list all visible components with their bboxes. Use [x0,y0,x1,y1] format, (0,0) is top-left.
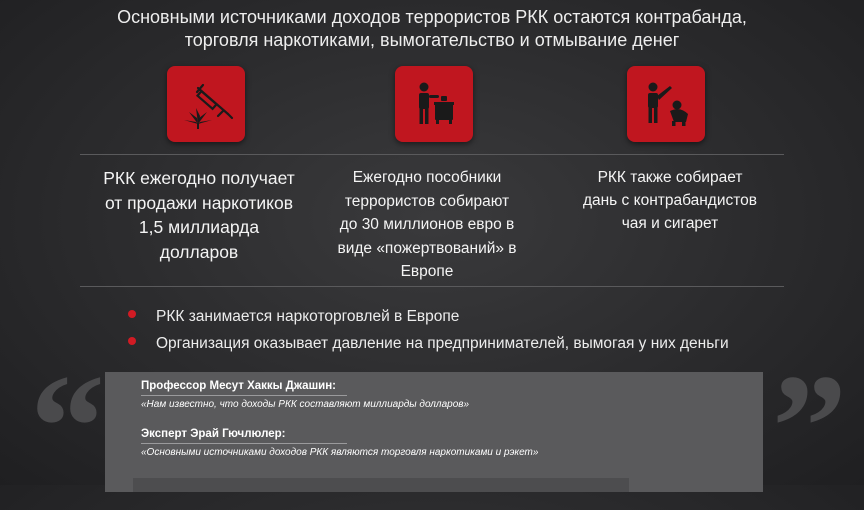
stat-smuggling-tribute [560,166,780,235]
quote-text: «Нам известно, что доходы РКК составляют миллиарды долларов» [141,399,470,410]
bullet-list [128,303,828,357]
stat-line: от продажи наркотиков [104,192,294,213]
extortion-icon [636,74,696,134]
stat-line: чая и сигарет [621,215,719,232]
stat-line: РКК ежегодно получает [103,168,295,188]
bullet-dot-icon [128,337,136,345]
bullet-text: Организация оказывает давление на предпринимателей, вымогая у них деньги [156,335,729,352]
bullet-dot-icon [128,310,136,318]
stat-line: Ежегодно пособники [352,169,502,186]
stat-donations [318,166,536,284]
stat-line: виде «пожертвований» в [337,239,517,257]
drugs-syringe-icon [176,74,236,134]
stat-line: долларов [159,241,239,262]
stat-drug-income [92,166,306,264]
headline [60,6,804,52]
stat-line: террористов собирают [344,192,510,210]
speaker-underline [141,443,347,444]
quote-text: «Основными источниками доходов РКК являются торговля наркотиками и рэкет» [141,447,539,458]
stat-line: Европе [400,263,454,280]
close-quote-icon: ” [772,344,847,510]
divider-bottom [80,286,784,287]
quotes-panel [105,372,763,492]
speaker-underline [141,395,347,396]
headline-line-1: Основными источниками доходов террористов РКК остаются контрабанда, [117,7,747,27]
headline-line-2: торговля наркотиками, вымогательство и отмывание денег [184,30,680,50]
drugs-icon-box [167,66,245,142]
bullet-text: РКК занимается наркоторговлей в Европе [156,308,460,325]
extortion-icon-box [627,66,705,142]
open-quote-icon: “ [30,344,105,510]
stat-line: до 30 миллионов евро в [339,216,515,233]
donation-collection-icon [404,74,464,134]
stat-line: дань с контрабандистов [582,192,758,209]
donation-icon-box [395,66,473,142]
quote-speaker: Эксперт Эрай Гючлюлер: [141,428,286,440]
divider-top [80,154,784,155]
stat-line: 1,5 миллиарда [138,217,260,237]
bullet-item [128,330,828,357]
quote-speaker: Профессор Месут Хаккы Джашин: [141,380,336,392]
stat-line: РКК также собирает [597,169,743,186]
panel-footer-strip [133,478,629,492]
bullet-item [128,303,828,330]
